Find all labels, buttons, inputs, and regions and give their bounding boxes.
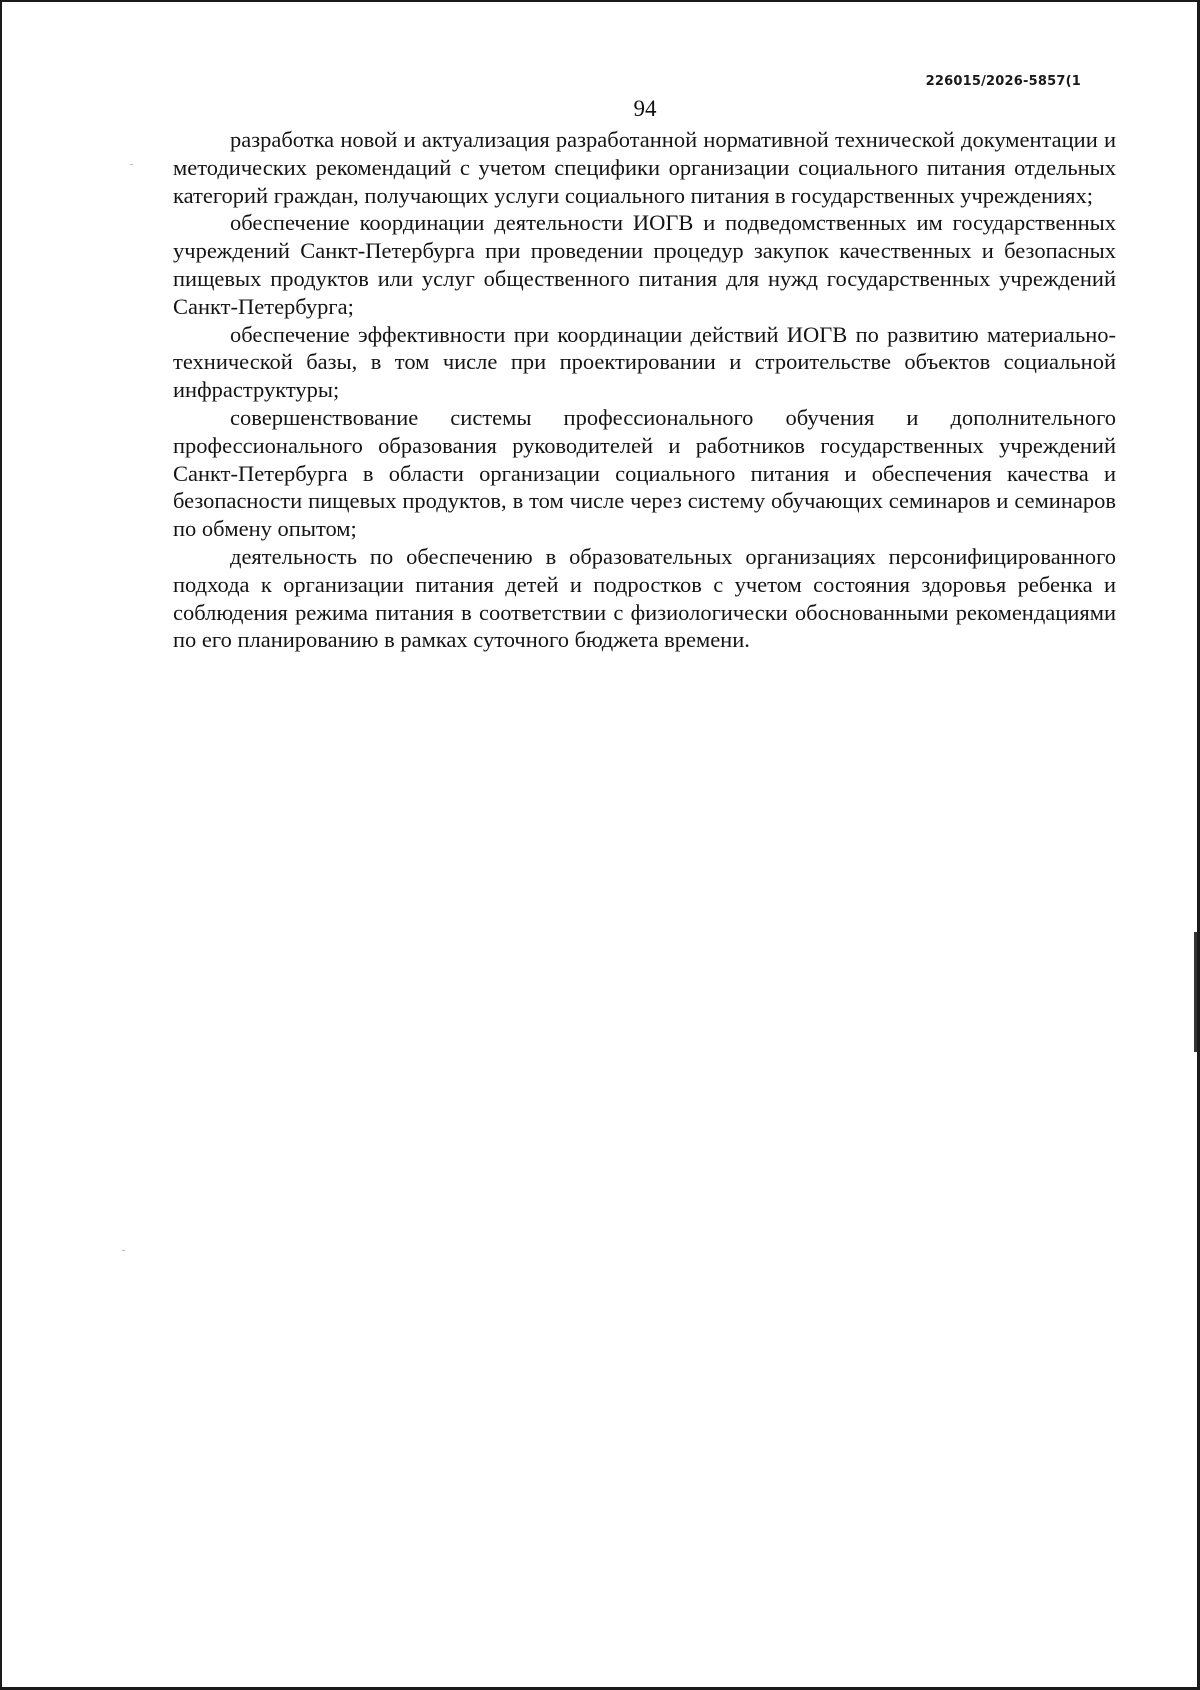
paragraph: совершенствование системы профессионального обучения и дополнительного профессионального образования руководителей и работников государственных учреждений Санкт-Петербурга в области организации социального питания и обеспечения качества и безопасности пищевых продуктов, в том числе через систему обучающих семинаров и семинаров по обмену опытом; <box>173 404 1116 542</box>
scan-speck <box>122 1250 125 1251</box>
paragraph: обеспечение эффективности при координации действий ИОГВ по развитию материально-технической базы, в том числе при проектировании и строительстве объектов социальной инфраструктуры; <box>173 321 1116 403</box>
paragraph: деятельность по обеспечению в образовательных организациях персонифицированного подхода к организации питания детей и подростков с учетом состояния здоровья ребенка и соблюдения режима питания в соответствии с физиологически обоснованными рекомендациями по его планированию в рамках суточного бюджета времени. <box>173 543 1116 653</box>
document-body <box>173 126 1116 654</box>
scan-edge-mark <box>1194 932 1197 1052</box>
document-registration-number: 226015/2026-5857(1 <box>925 74 1081 89</box>
page-number: 94 <box>633 96 657 121</box>
scan-speck <box>130 164 133 165</box>
paragraph: обеспечение координации деятельности ИОГВ и подведомственных им государственных учреждений Санкт-Петербурга при проведении процедур закупок качественных и безопасных пищевых продуктов или услуг общественного питания для нужд государственных учреждений Санкт-Петербурга; <box>173 210 1116 319</box>
paragraph: разработка новой и актуализация разработанной нормативной технической документации и методических рекомендаций с учетом специфики организации социального питания отдельных категорий граждан, получающих услуги социального питания в государственных учреждениях; <box>173 127 1116 208</box>
